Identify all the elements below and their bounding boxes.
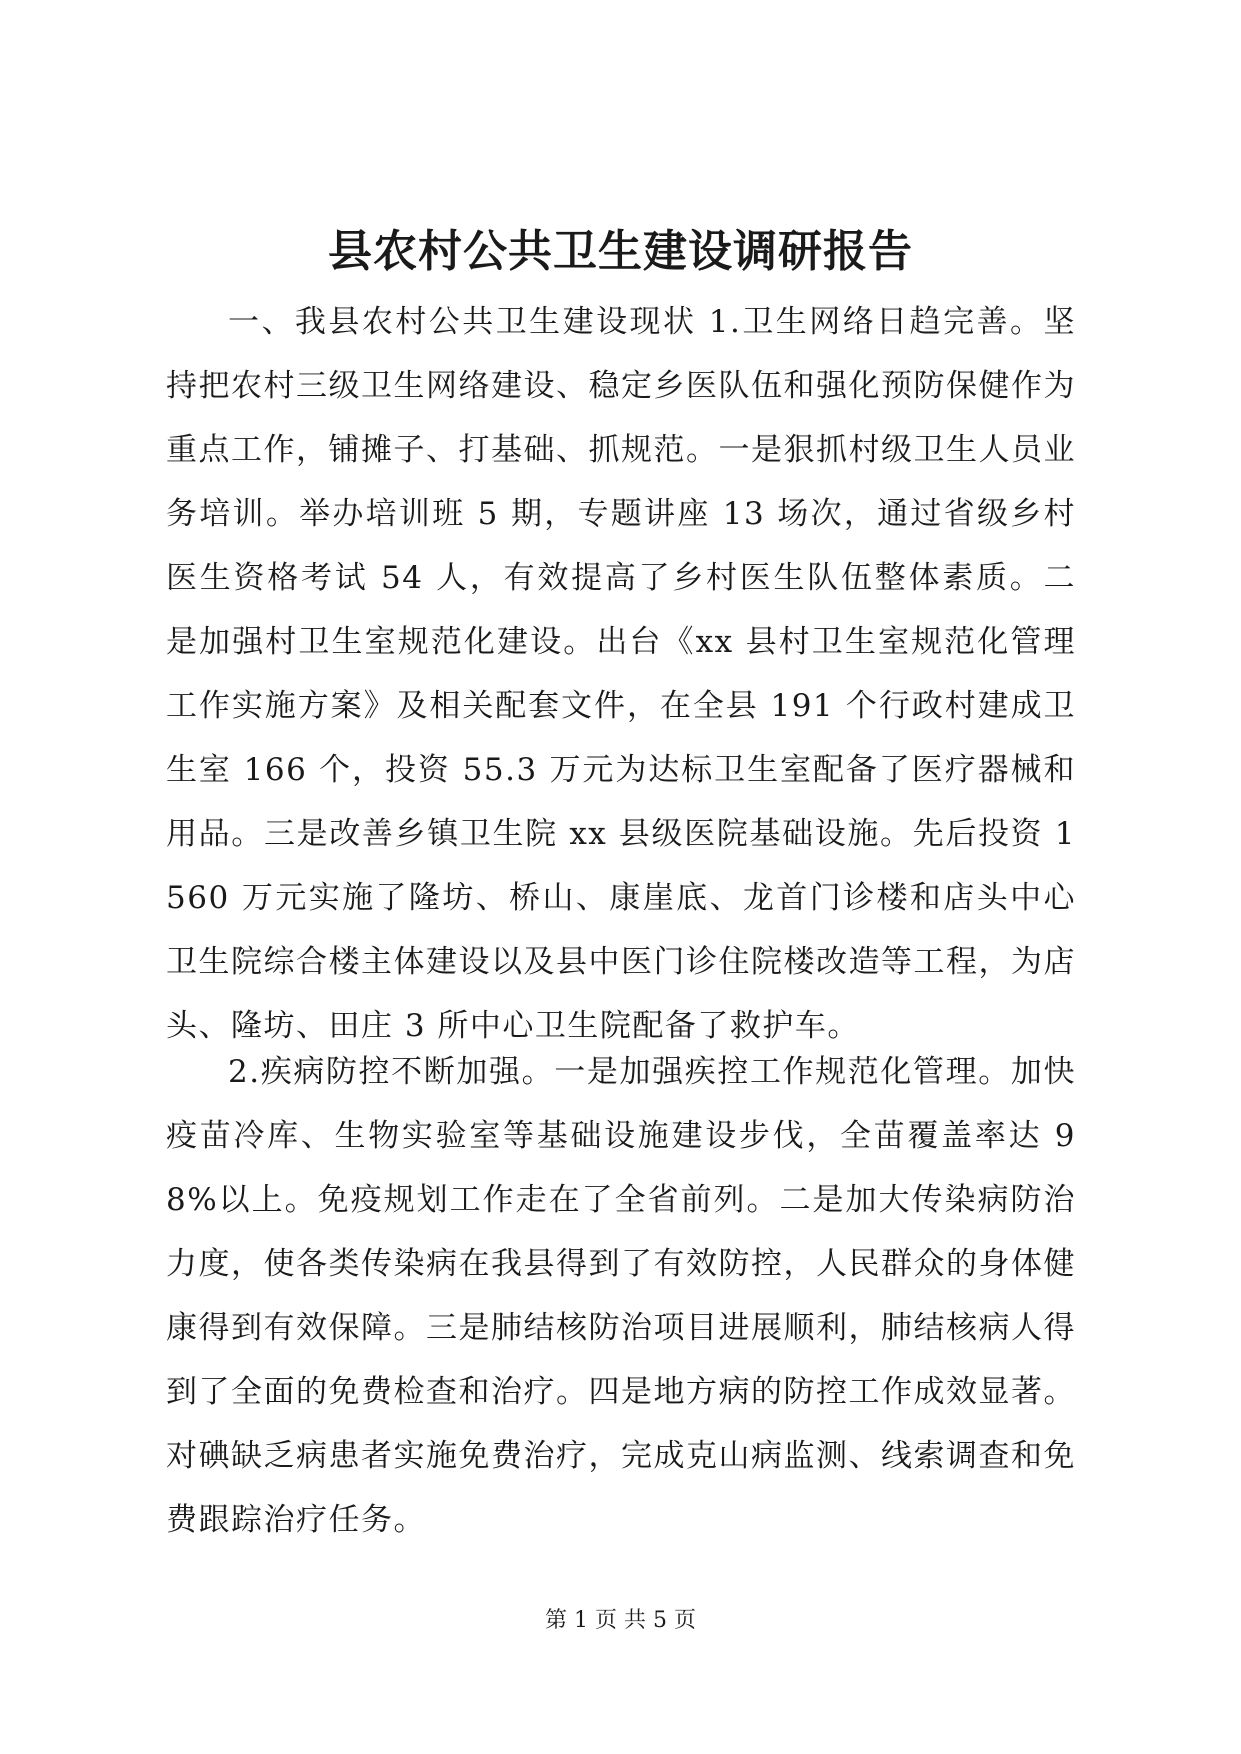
paragraph-2: 2.疾病防控不断加强。一是加强疾控工作规范化管理。加快疫苗冷库、生物实验室等基础设施建设步伐，全苗覆盖率达 98%以上。免疫规划工作走在了全省前列。二是加大传染病防治力度，使各类传染病在我县得到了有效防控，人民群众的身体健康得到有效保障。三是肺结核防治项目进展顺利，肺结核病人得到了全面的免费检查和治疗。四是地方病的防控工作成效显著。对碘缺乏病患者实施免费治疗，完成克山病监测、线索调查和免费跟踪治疗任务。 <box>166 1054 1076 1538</box>
paragraph-1: 一、我县农村公共卫生建设现状 1.卫生网络日趋完善。坚持把农村三级卫生网络建设、稳定乡医队伍和强化预防保健作为重点工作，铺摊子、打基础、抓规范。一是狠抓村级卫生人员业务培训。举办培训班 5 期，专题讲座 13 场次，通过省级乡村医生资格考试 54 人，有效提高了乡村医生队伍整体素质。二是加强村卫生室规范化建设。出台《xx 县村卫生室规范化管理工作实施方案》及相关配套文件，在全县 191 个行政村建成卫生室 166 个，投资 55.3 万元为达标卫生室配备了医疗器械和用品。三是改善乡镇卫生院 xx 县级医院基础设施。先后投资 1560 万元实施了隆坊、桥山、康崖底、龙首门诊楼和店头中心卫生院综合楼主体建设以及县中医门诊住院楼改造等工程，为店头、隆坊、田庄 3 所中心卫生院配备了救护车。 <box>166 304 1076 1044</box>
page-footer <box>0 1606 1241 1636</box>
page-indicator: 第 1 页 共 5 页 <box>545 1608 696 1633</box>
document-title: 县农村公共卫生建设调研报告 <box>328 226 913 277</box>
